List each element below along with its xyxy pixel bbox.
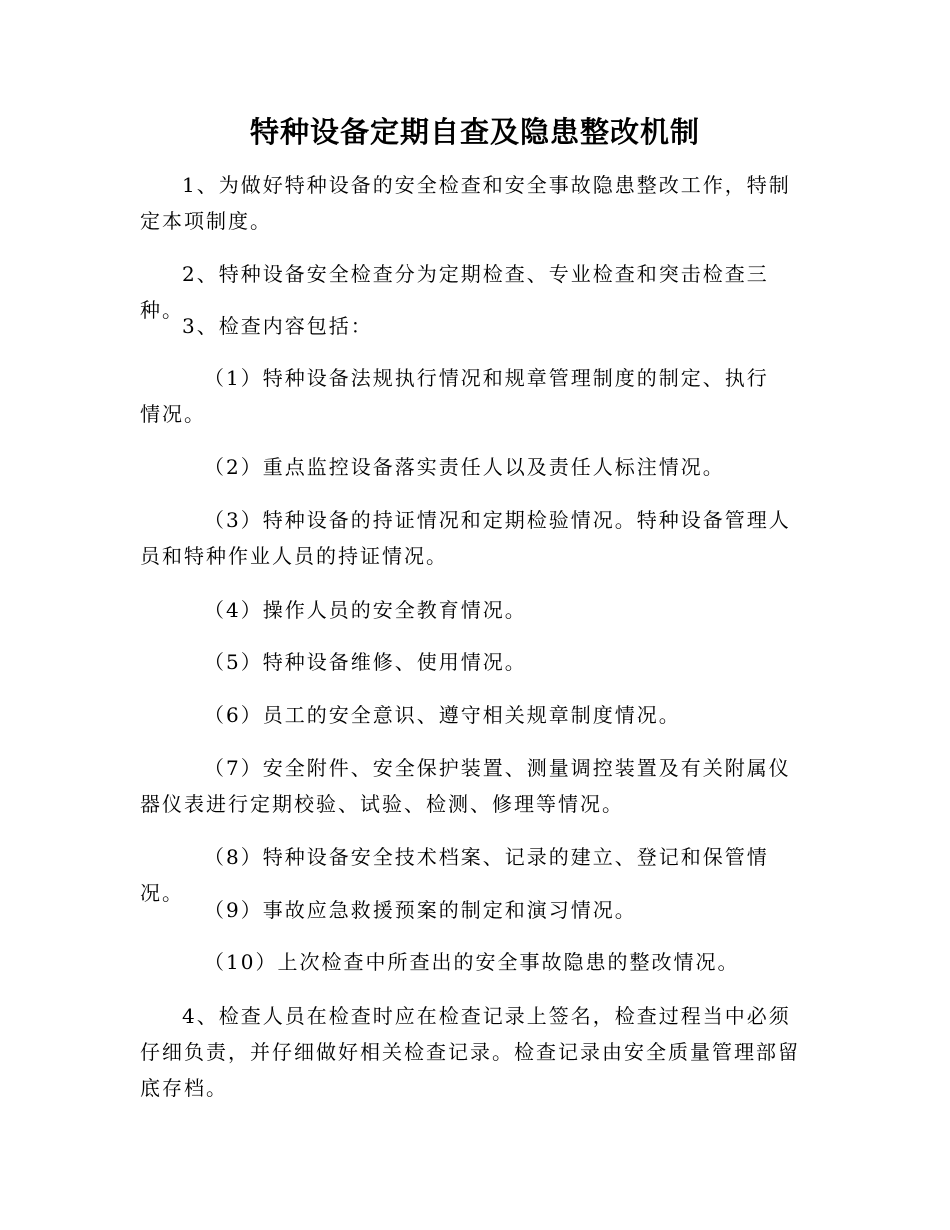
paragraph-3: 3、检查内容包括： [182,314,373,338]
paragraph-4: 4、检查人员在检查时应在检查记录上签名，检查过程当中必须仔细负责，并仔细做好相关检查记录。检查记录由安全质量管理部留底存档。 [140,1004,800,1100]
list-item-4: （4）操作人员的安全教育情况。 [204,598,527,622]
document-title: 特种设备定期自查及隐患整改机制 [249,115,700,149]
paragraph-2: 2、特种设备安全检查分为定期检查、专业检查和突击检查三种。 [140,262,769,322]
list-item-7: （7）安全附件、安全保护装置、测量调控装置及有关附属仪器仪表进行定期校验、试验、检测、修理等情况。 [140,756,791,816]
list-item-2: （2）重点监控设备落实责任人以及责任人标注情况。 [204,455,725,479]
list-item-10: （10）上次检查中所查出的安全事故隐患的整改情况。 [204,950,740,974]
paragraph-1: 1、为做好特种设备的安全检查和安全事故隐患整改工作，特制定本项制度。 [140,173,791,233]
list-item-5: （5）特种设备维修、使用情况。 [204,650,527,674]
list-item-8: （8）特种设备安全技术档案、记录的建立、登记和保管情况。 [140,845,769,905]
list-item-6: （6）员工的安全意识、遵守相关规章制度情况。 [204,703,681,727]
list-item-1: （1）特种设备法规执行情况和规章管理制度的制定、执行情况。 [140,366,769,426]
list-item-3: （3）特种设备的持证情况和定期检验情况。特种设备管理人员和特种作业人员的持证情况。 [140,508,791,568]
list-item-9: （9）事故应急救援预案的制定和演习情况。 [204,898,637,922]
